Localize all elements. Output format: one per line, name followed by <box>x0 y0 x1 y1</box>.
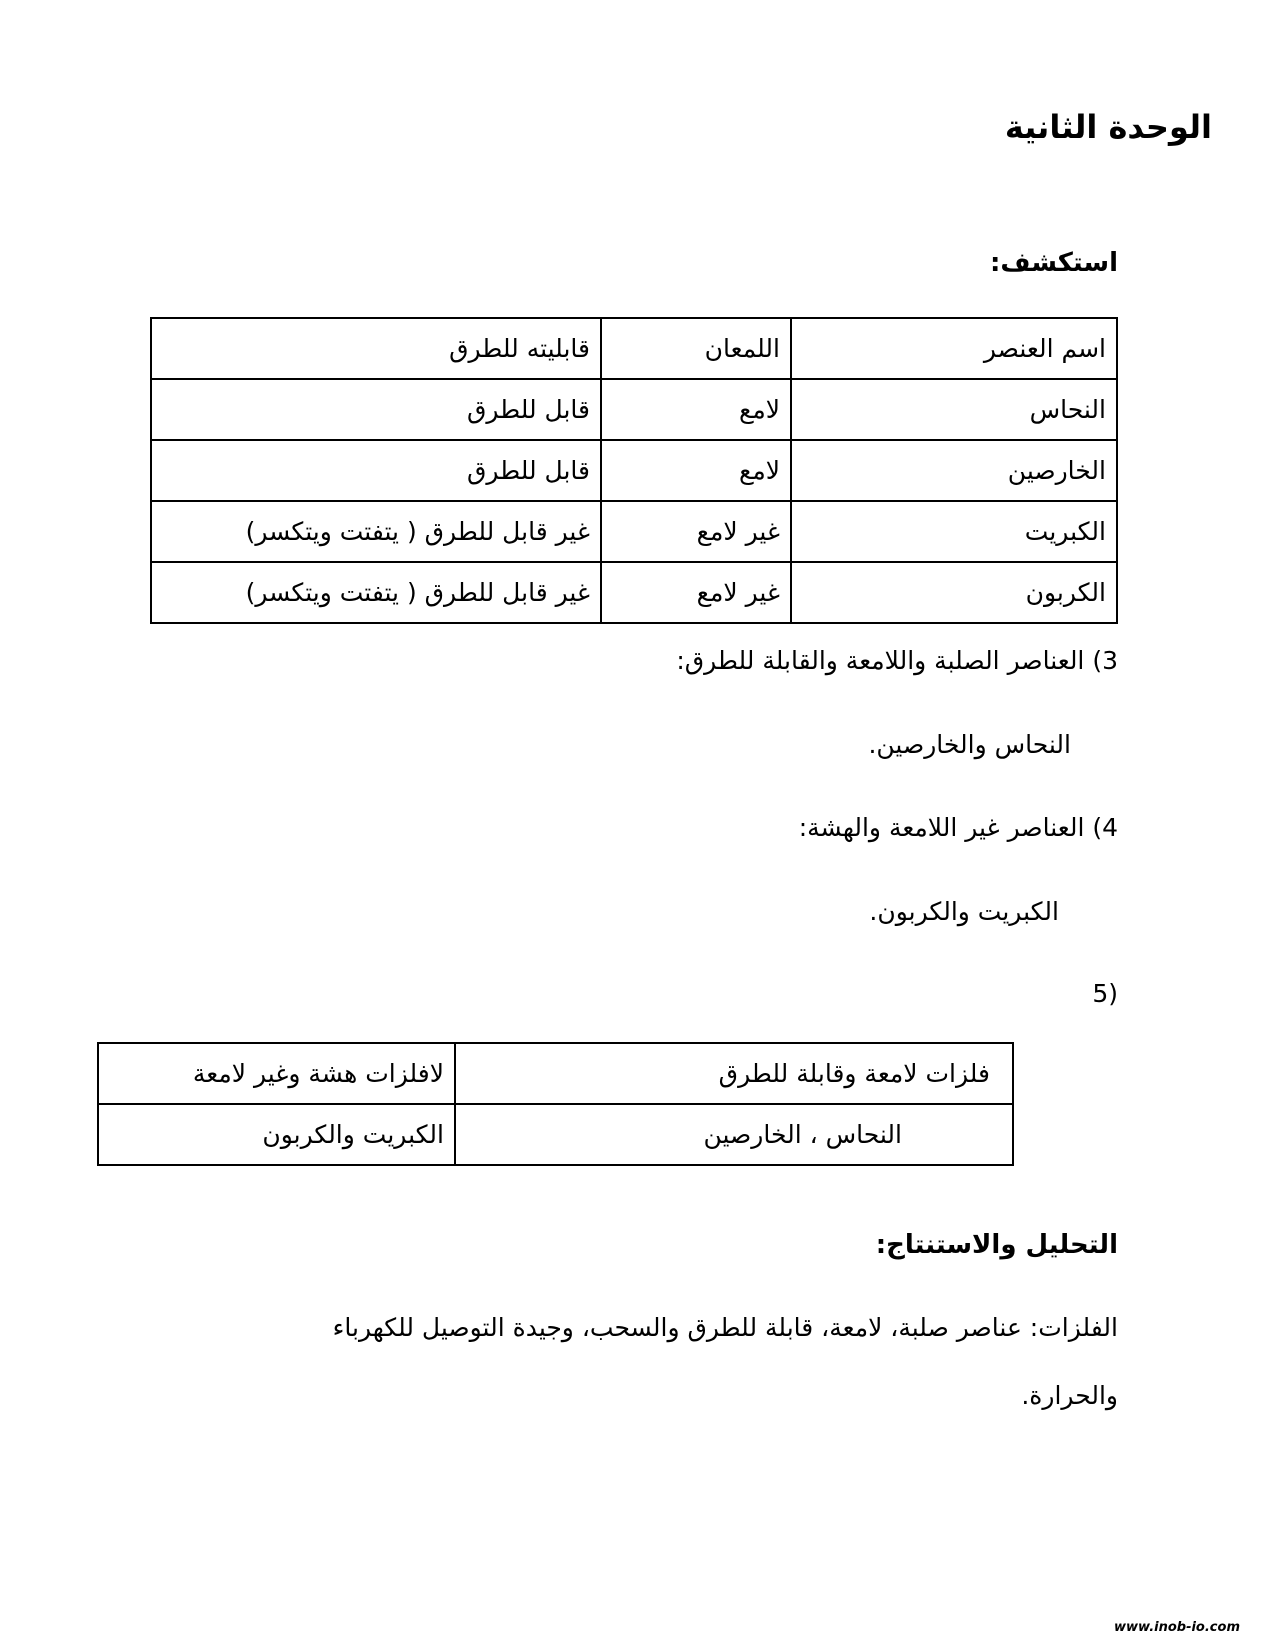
elements-properties-table <box>150 317 1118 624</box>
table-cell: الكبريت <box>791 501 1117 562</box>
table-row <box>151 501 1117 562</box>
table-cell: غير لامع <box>601 562 791 623</box>
table-cell: لامع <box>601 440 791 501</box>
table-row <box>98 1104 1013 1165</box>
table-row <box>151 440 1117 501</box>
answer-3: النحاس والخارصين. <box>868 730 1071 759</box>
metals-nonmetals-table <box>97 1042 1014 1166</box>
question-5: (5 <box>1092 979 1118 1008</box>
header-cell: اللمعان <box>601 318 791 379</box>
table-cell: الكربون <box>791 562 1117 623</box>
table-header-row <box>98 1043 1013 1104</box>
question-4: 4) العناصر غير اللامعة والهشة: <box>798 813 1118 842</box>
page-title: الوحدة الثانية <box>1004 108 1212 146</box>
table-header-row <box>151 318 1117 379</box>
table-row <box>151 562 1117 623</box>
header-cell: اسم العنصر <box>791 318 1117 379</box>
table-cell: غير قابل للطرق ( يتفتت ويتكسر) <box>151 501 601 562</box>
analysis-line-2: والحرارة. <box>1021 1381 1118 1410</box>
table-cell: غير لامع <box>601 501 791 562</box>
answer-4: الكبريت والكربون. <box>869 897 1059 926</box>
footer-watermark: www.inob-io.com <box>1114 1620 1240 1635</box>
table-cell: قابل للطرق <box>151 440 601 501</box>
analysis-line-1: الفلزات: عناصر صلبة، لامعة، قابلة للطرق والسحب، وجيدة التوصيل للكهرباء <box>332 1313 1118 1342</box>
table-cell: غير قابل للطرق ( يتفتت ويتكسر) <box>151 562 601 623</box>
analysis-heading: التحليل والاستنتاج: <box>875 1230 1118 1260</box>
table-cell: النحاس ، الخارصين <box>455 1104 1013 1165</box>
header-cell: فلزات لامعة وقابلة للطرق <box>455 1043 1013 1104</box>
table-cell: لامع <box>601 379 791 440</box>
table-cell: النحاس <box>791 379 1117 440</box>
header-cell: لافلزات هشة وغير لامعة <box>98 1043 455 1104</box>
table-cell: الكبريت والكربون <box>98 1104 455 1165</box>
question-3: 3) العناصر الصلبة واللامعة والقابلة للطرق: <box>676 646 1118 675</box>
table-row <box>151 379 1117 440</box>
table-cell: قابل للطرق <box>151 379 601 440</box>
explore-heading: استكشف: <box>989 248 1118 278</box>
header-cell: قابليته للطرق <box>151 318 601 379</box>
table-cell: الخارصين <box>791 440 1117 501</box>
